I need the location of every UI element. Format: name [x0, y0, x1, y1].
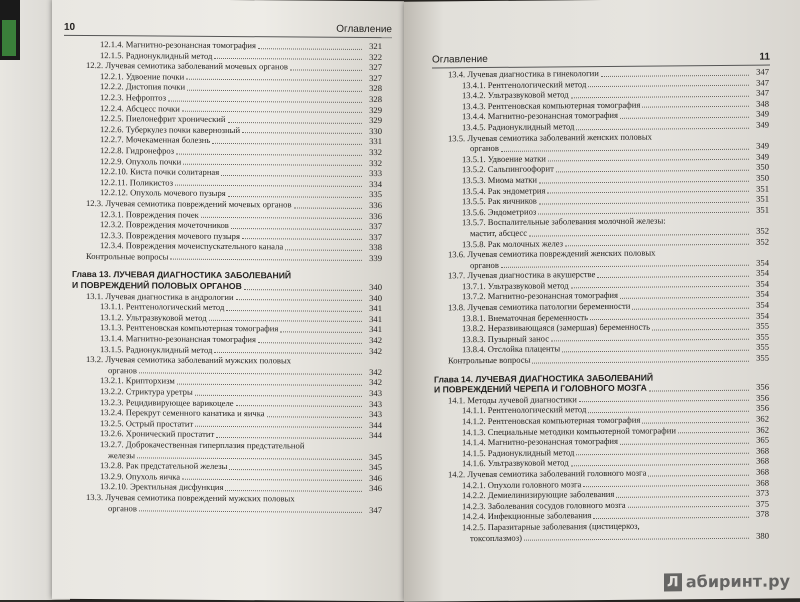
- dot-leader: [632, 307, 749, 309]
- toc-entry-title: железы: [108, 449, 136, 460]
- toc-entry-title: 12.2.12. Опухоль мочевого пузыря: [100, 187, 226, 199]
- toc-entry-page: 346: [369, 472, 382, 483]
- dot-leader: [228, 196, 362, 198]
- toc-entry-title: 13.2.6. Хронический простатит: [100, 428, 215, 440]
- dot-leader: [285, 249, 362, 251]
- toc-entry-title: 12.1.4. Магнитно-резонансная томография: [100, 39, 256, 51]
- dot-leader: [183, 164, 362, 166]
- toc-entry-title: 13.7. Лучевая диагностика в акушерстве: [448, 269, 596, 281]
- toc-entry-title: 13.4.3. Рентгеновская компьютерная томография: [462, 99, 641, 112]
- toc-entry-page: 343: [369, 409, 382, 420]
- page-header: [432, 43, 770, 69]
- toc-entry-page: 362: [756, 413, 769, 424]
- dot-leader: [258, 48, 362, 50]
- toc-entry-title: 12.2. Лучевая семиотика заболеваний мочевых органов: [86, 60, 288, 72]
- toc-entry-page: 352: [756, 225, 769, 236]
- toc-entry-page: 347: [756, 66, 769, 77]
- toc-entry-page: 368: [756, 477, 769, 488]
- watermark-text: абиринт.ру: [685, 571, 790, 592]
- toc-entry-title: И ПОВРЕЖДЕНИЙ ЧЕРЕПА И ГОЛОВНОГО МОЗГА: [434, 382, 647, 395]
- toc-entry-page: 336: [369, 210, 382, 221]
- toc-entry: [434, 353, 769, 367]
- toc-entry-page: 327: [369, 62, 382, 73]
- dot-leader: [216, 437, 362, 439]
- toc-entry-page: 354: [756, 289, 769, 300]
- dot-leader: [562, 350, 749, 353]
- toc-entry-page: 354: [756, 310, 769, 321]
- page-header: [64, 13, 392, 38]
- toc-entry-title: 14.1.4. Магнитно-резонансная томография: [462, 436, 618, 448]
- toc-entry-title: 12.3.3. Повреждения мочевого пузыря: [100, 229, 240, 241]
- toc-entry-page: 345: [369, 451, 382, 462]
- dot-leader: [652, 329, 749, 331]
- dot-leader: [212, 143, 362, 145]
- toc-entry-page: 380: [756, 530, 769, 541]
- dot-leader: [195, 394, 362, 396]
- toc-entry-title: 12.1.5. Радионуклидный метод: [100, 49, 213, 61]
- toc-entry-title: 13.4.5. Радионуклидный метод: [462, 121, 575, 133]
- dot-leader: [579, 400, 749, 402]
- toc-entry-page: 343: [369, 398, 382, 409]
- toc-entry-title: 13.8.4. Отслойка плаценты: [462, 343, 561, 355]
- dot-leader: [648, 474, 749, 476]
- toc-entry-title: 13.5. Лучевая семиотика заболеваний женских половых: [448, 131, 652, 143]
- dot-leader: [177, 384, 362, 386]
- toc-entry-title: 13.2.2. Стриктура уретры: [100, 386, 193, 397]
- toc-entry-page: 348: [756, 98, 769, 109]
- toc-entry-title: 13.1.4. Магнитно-резонансная томография: [100, 333, 256, 345]
- toc-entry-page: 351: [756, 183, 769, 194]
- toc-entry-page: 368: [756, 455, 769, 467]
- table-of-contents: [434, 67, 769, 544]
- dot-leader: [267, 416, 362, 418]
- dot-leader: [236, 405, 362, 407]
- toc-entry-page: 355: [756, 320, 769, 331]
- toc-entry-page: 349: [756, 119, 769, 130]
- toc-entry-title: 14.2.5. Паразитарные заболевания (цистицеркоз,: [462, 520, 640, 533]
- toc-entry-page: 341: [369, 324, 382, 335]
- table-of-contents: [72, 39, 382, 515]
- toc-entry-page: 354: [756, 299, 769, 310]
- dot-leader: [242, 238, 362, 240]
- toc-entry-page: 351: [756, 204, 769, 215]
- left-page: [52, 0, 404, 601]
- running-title: Оглавление: [336, 23, 392, 36]
- toc-entry-page: 365: [756, 434, 769, 445]
- toc-entry-title: 12.2.3. Нефроптоз: [100, 92, 167, 103]
- toc-entry-title: токсоплазмоз): [470, 532, 522, 543]
- toc-entry-page: 354: [756, 257, 769, 268]
- toc-entry-title: 14.1.1. Рентгенологический метод: [462, 404, 587, 416]
- toc-entry-page: 350: [756, 172, 769, 183]
- toc-entry-title: мастит, абсцесс: [470, 227, 528, 239]
- dot-leader: [225, 490, 362, 492]
- toc-entry-page: 321: [369, 40, 382, 52]
- dot-leader: [590, 318, 749, 320]
- dot-leader: [231, 228, 362, 230]
- page-number: 11: [759, 51, 770, 63]
- toc-entry-page: 341: [369, 313, 382, 324]
- dot-leader: [139, 511, 362, 514]
- toc-entry-title: 14.2.1. Опухоли головного мозга: [462, 478, 582, 490]
- dot-leader: [524, 538, 749, 541]
- dot-leader: [214, 58, 362, 60]
- toc-entry-page: 349: [756, 151, 769, 162]
- dot-leader: [576, 127, 749, 130]
- toc-entry-page: 341: [369, 303, 382, 314]
- toc-entry: [72, 251, 382, 264]
- dot-leader: [649, 390, 749, 392]
- toc-entry-page: 342: [369, 366, 382, 377]
- toc-entry-title: 12.2.9. Опухоль почки: [100, 155, 182, 167]
- dot-leader: [209, 320, 362, 322]
- toc-entry-page: 342: [369, 335, 382, 346]
- dot-leader: [571, 286, 749, 289]
- chapter-heading: Глава 14. ЛУЧЕВАЯ ДИАГНОСТИКА ЗАБОЛЕВАНИЙ: [434, 372, 654, 385]
- dot-leader: [170, 259, 362, 261]
- toc-entry-title: 13.2.3. Рецидивирующее варикоцеле: [100, 396, 234, 408]
- dot-leader: [620, 117, 749, 119]
- toc-entry-title: 13.2.1. Крипторхизм: [100, 375, 175, 387]
- toc-entry-title: 12.3.4. Повреждения мочеиспускательного канала: [100, 240, 284, 252]
- toc-entry-title: 13.5.6. Эндометриоз: [462, 206, 537, 217]
- toc-entry-page: 337: [369, 221, 382, 232]
- toc-entry-page: 331: [369, 136, 382, 147]
- toc-entry-page: 335: [369, 189, 382, 200]
- toc-entry-title: 13.5.3. Миома матки: [462, 174, 537, 186]
- toc-entry-title: 12.3. Лучевая семиотика повреждений мочевых органов: [86, 197, 292, 210]
- toc-entry-title: 13.8.2. Неразвивающаяся (замершая) беременность: [462, 321, 651, 334]
- dot-leader: [678, 432, 749, 434]
- toc-entry-title: 13.4.2. Ультразвуковой метод: [462, 89, 569, 101]
- toc-entry-page: 349: [756, 108, 769, 120]
- toc-entry-page: 351: [756, 193, 769, 204]
- toc-entry-page: 346: [369, 483, 382, 494]
- toc-entry-page: 340: [369, 282, 382, 293]
- dot-leader: [642, 421, 749, 423]
- toc-entry-title: 12.2.1. Удвоение почки: [100, 70, 185, 82]
- toc-entry-title: 13.5.5. Рак яичников: [462, 195, 537, 207]
- toc-entry-title: 13.2.8. Рак предстательной железы: [100, 460, 228, 472]
- toc-entry-page: 356: [756, 402, 769, 414]
- toc-entry-title: 13.8.1. Внематочная беременность: [462, 311, 589, 323]
- toc-entry-title: 12.2.2. Дистопия почки: [100, 81, 186, 93]
- dot-leader: [597, 276, 749, 278]
- toc-entry-title: 13.8. Лучевая семиотика патологии беременности: [448, 300, 631, 313]
- toc-entry-page: 350: [756, 161, 769, 172]
- dot-leader: [229, 469, 362, 471]
- toc-entry-page: 332: [369, 146, 382, 158]
- toc-entry-title: 14.2.2. Демиелинизирующие заболевания: [462, 489, 615, 501]
- toc-entry-title: 13.2.10. Эректильная дисфункция: [100, 481, 224, 493]
- toc-entry-title: 13.1. Лучевая диагностика в андрологии: [86, 290, 234, 302]
- toc-entry-page: 355: [756, 352, 769, 363]
- toc-entry-page: 355: [756, 341, 769, 353]
- toc-entry-title: 12.3.2. Повреждения мочеточников: [100, 219, 229, 231]
- toc-entry-title: 13.4. Лучевая диагностика в гинекологии: [448, 68, 599, 80]
- toc-entry-page: 344: [369, 430, 382, 441]
- toc-entry-title: 12.2.6. Туберкулез почки кавернозный: [100, 123, 241, 135]
- page-number: 10: [64, 21, 76, 33]
- dot-leader: [236, 299, 362, 301]
- toc-entry-page: 378: [756, 508, 769, 519]
- toc-entry-page: 332: [369, 157, 382, 168]
- dot-leader: [242, 132, 362, 134]
- toc-entry-title: 14.2. Лучевая семиотика заболеваний головного мозга: [448, 467, 647, 480]
- toc-entry-title: И ПОВРЕЖДЕНИЙ ПОЛОВЫХ ОРГАНОВ: [72, 279, 242, 292]
- toc-entry-title: 13.2. Лучевая семиотика заболеваний мужских половых: [86, 354, 292, 366]
- toc-entry-title: 12.2.10. Киста почки солитарная: [100, 166, 220, 178]
- dot-leader: [583, 485, 749, 487]
- toc-entry-title: 14.1.5. Радионуклидный метод: [462, 447, 575, 459]
- toc-entry-title: органов: [470, 259, 499, 270]
- toc-entry-title: 12.2.7. Мочекаменная болезнь: [100, 134, 211, 146]
- toc-entry-page: 356: [756, 381, 769, 392]
- toc-entry-title: Контрольные вопросы: [448, 354, 531, 366]
- dot-leader: [221, 175, 362, 177]
- toc-entry-title: 13.5.7. Воспалительные заболевания молочной железы:: [462, 215, 666, 228]
- toc-entry-page: 339: [369, 252, 382, 263]
- toc-entry-page: 356: [756, 392, 769, 403]
- toc-entry-page: 368: [756, 445, 769, 456]
- dot-leader: [226, 310, 362, 312]
- toc-entry-title: 13.1.3. Рентгеновская компьютерная томография: [100, 322, 279, 334]
- chapter-heading: Глава 13. ЛУЧЕВАЯ ДИАГНОСТИКА ЗАБОЛЕВАНИЙ: [72, 269, 292, 281]
- toc-entry-title: органов: [470, 143, 499, 154]
- toc-entry-page: 340: [369, 292, 382, 303]
- toc-entry-page: 354: [756, 278, 769, 289]
- toc-entry-page: 347: [756, 77, 769, 88]
- dot-leader: [571, 464, 749, 467]
- dot-leader: [616, 495, 749, 497]
- toc-entry-title: 13.8.3. Пузырный занос: [462, 333, 550, 345]
- toc-entry-title: 13.1.1. Рентгенологический метод: [100, 301, 225, 313]
- dot-leader: [244, 289, 362, 291]
- dot-leader: [228, 122, 363, 124]
- toc-entry: [72, 502, 382, 515]
- dot-leader: [175, 185, 362, 187]
- dot-leader: [187, 90, 362, 92]
- toc-entry-title: 13.1.5. Радионуклидный метод: [100, 343, 213, 355]
- toc-entry-page: 338: [369, 242, 382, 253]
- toc-entry-title: 13.5.8. Рак молочных желез: [462, 237, 564, 249]
- toc-entry-title: 13.2.5. Острый простатит: [100, 417, 194, 429]
- toc-entry-title: 13.2.7. Доброкачественная гиперплазия предстательной: [100, 439, 305, 451]
- toc-entry-page: 354: [756, 267, 769, 278]
- toc-entry-title: 12.2.4. Абсцесс почки: [100, 102, 180, 114]
- toc-entry-page: 368: [756, 466, 769, 477]
- toc-entry-page: 329: [369, 104, 382, 115]
- dot-leader: [642, 106, 749, 108]
- toc-entry-page: 347: [369, 504, 382, 515]
- toc-entry-title: 12.2.5. Пиелонефрит хронический: [100, 113, 226, 125]
- dot-leader: [280, 331, 362, 333]
- toc-entry-title: 14.2.3. Заболевания сосудов головного мозга: [462, 499, 626, 511]
- dot-leader: [139, 373, 362, 376]
- dot-leader: [593, 517, 749, 519]
- toc-entry-title: 14.2.4. Инфекционные заболевания: [462, 510, 592, 522]
- toc-entry-title: 13.4.4. Магнитно-резонансная томография: [462, 110, 618, 122]
- running-title: Оглавление: [432, 53, 488, 66]
- watermark: [664, 571, 790, 591]
- toc-entry-page: 337: [369, 231, 382, 242]
- toc-entry-page: 342: [369, 345, 382, 356]
- dot-leader: [571, 95, 749, 98]
- dot-leader: [588, 85, 749, 87]
- toc-entry-title: 14.1.2. Рентгеновская компьютерная томография: [462, 414, 641, 427]
- toc-entry-page: 343: [369, 387, 382, 399]
- toc-entry-page: 328: [369, 93, 382, 105]
- toc-entry-title: 13.5.4. Рак эндометрия: [462, 185, 546, 196]
- toc-entry-page: 329: [369, 115, 382, 126]
- toc-entry-page: 336: [369, 199, 382, 210]
- toc-entry-page: 373: [756, 487, 769, 498]
- toc-entry-page: 347: [756, 87, 769, 98]
- toc-entry-page: 362: [756, 424, 769, 435]
- toc-entry-title: 13.2.4. Перекрут семенного канатика и яичка: [100, 407, 265, 419]
- toc-entry-page: 344: [369, 419, 382, 430]
- dot-leader: [195, 426, 362, 428]
- toc-entry-page: 352: [756, 236, 769, 247]
- toc-entry-title: 13.7.2. Магнитно-резонансная томография: [462, 290, 618, 302]
- dot-leader: [214, 352, 362, 354]
- toc-entry-title: 14.1. Методы лучевой диагностики: [448, 394, 577, 406]
- toc-entry-title: 12.3.1. Повреждения почек: [100, 208, 199, 220]
- toc-entry-title: 13.5.2. Сальпингоофорит: [462, 163, 554, 175]
- toc-entry-page: 355: [756, 331, 769, 342]
- toc-entry-title: 13.4.1. Рентгенологический метод: [462, 78, 587, 90]
- toc-entry-page: 327: [369, 72, 382, 83]
- toc-entry-page: 333: [369, 168, 382, 179]
- toc-entry-page: 328: [369, 83, 382, 94]
- toc-entry: [434, 530, 769, 544]
- dot-leader: [201, 217, 362, 219]
- edge-logo: [0, 0, 20, 60]
- toc-entry-page: 375: [756, 498, 769, 509]
- dot-leader: [168, 100, 362, 102]
- dot-leader: [620, 297, 749, 299]
- dot-leader: [628, 506, 749, 508]
- dot-leader: [532, 360, 749, 363]
- dot-leader: [576, 453, 749, 456]
- toc-entry-title: 13.6. Лучевая семиотика повреждений женских половых: [448, 247, 656, 260]
- toc-entry-title: 12.2.11. Поликистоз: [100, 176, 173, 188]
- toc-entry-page: 342: [369, 377, 382, 388]
- dot-leader: [176, 153, 362, 155]
- toc-entry-title: 12.2.8. Гидронефроз: [100, 145, 175, 156]
- toc-entry-page: 330: [369, 125, 382, 136]
- toc-entry-title: 13.7.1. Ультразвуковой метод: [462, 280, 569, 292]
- labirint-logo-icon: Л: [664, 573, 682, 591]
- dot-leader: [182, 479, 362, 481]
- toc-entry-title: 14.1.6. Ультразвуковой метод: [462, 457, 569, 469]
- toc-entry-title: Контрольные вопросы: [86, 250, 169, 262]
- dot-leader: [294, 207, 362, 208]
- dot-leader: [182, 111, 362, 113]
- toc-entry-page: 334: [369, 178, 382, 189]
- dot-leader: [588, 411, 749, 413]
- dot-leader: [620, 442, 749, 444]
- dot-leader: [601, 74, 749, 76]
- toc-entry-page: 345: [369, 462, 382, 473]
- toc-entry-title: 13.3. Лучевая семиотика повреждений мужских половых: [86, 491, 295, 504]
- toc-entry-title: 13.2.9. Опухоль яичка: [100, 470, 181, 482]
- toc-entry-page: 349: [756, 140, 769, 151]
- dot-leader: [565, 244, 749, 247]
- dot-leader: [290, 69, 362, 71]
- toc-entry-title: 13.1.2. Ультразвуковой метод: [100, 311, 207, 323]
- dot-leader: [186, 79, 362, 81]
- toc-entry-title: 13.5.1. Удвоение матки: [462, 153, 546, 164]
- right-page: [404, 0, 800, 602]
- toc-entry-title: органов: [108, 502, 137, 513]
- toc-entry-page: 322: [369, 51, 382, 62]
- toc-entry-title: органов: [108, 364, 137, 376]
- dot-leader: [258, 342, 362, 344]
- dot-leader: [137, 458, 362, 461]
- toc-entry-title: 14.1.3. Специальные методики компьютерной томографии: [462, 424, 676, 437]
